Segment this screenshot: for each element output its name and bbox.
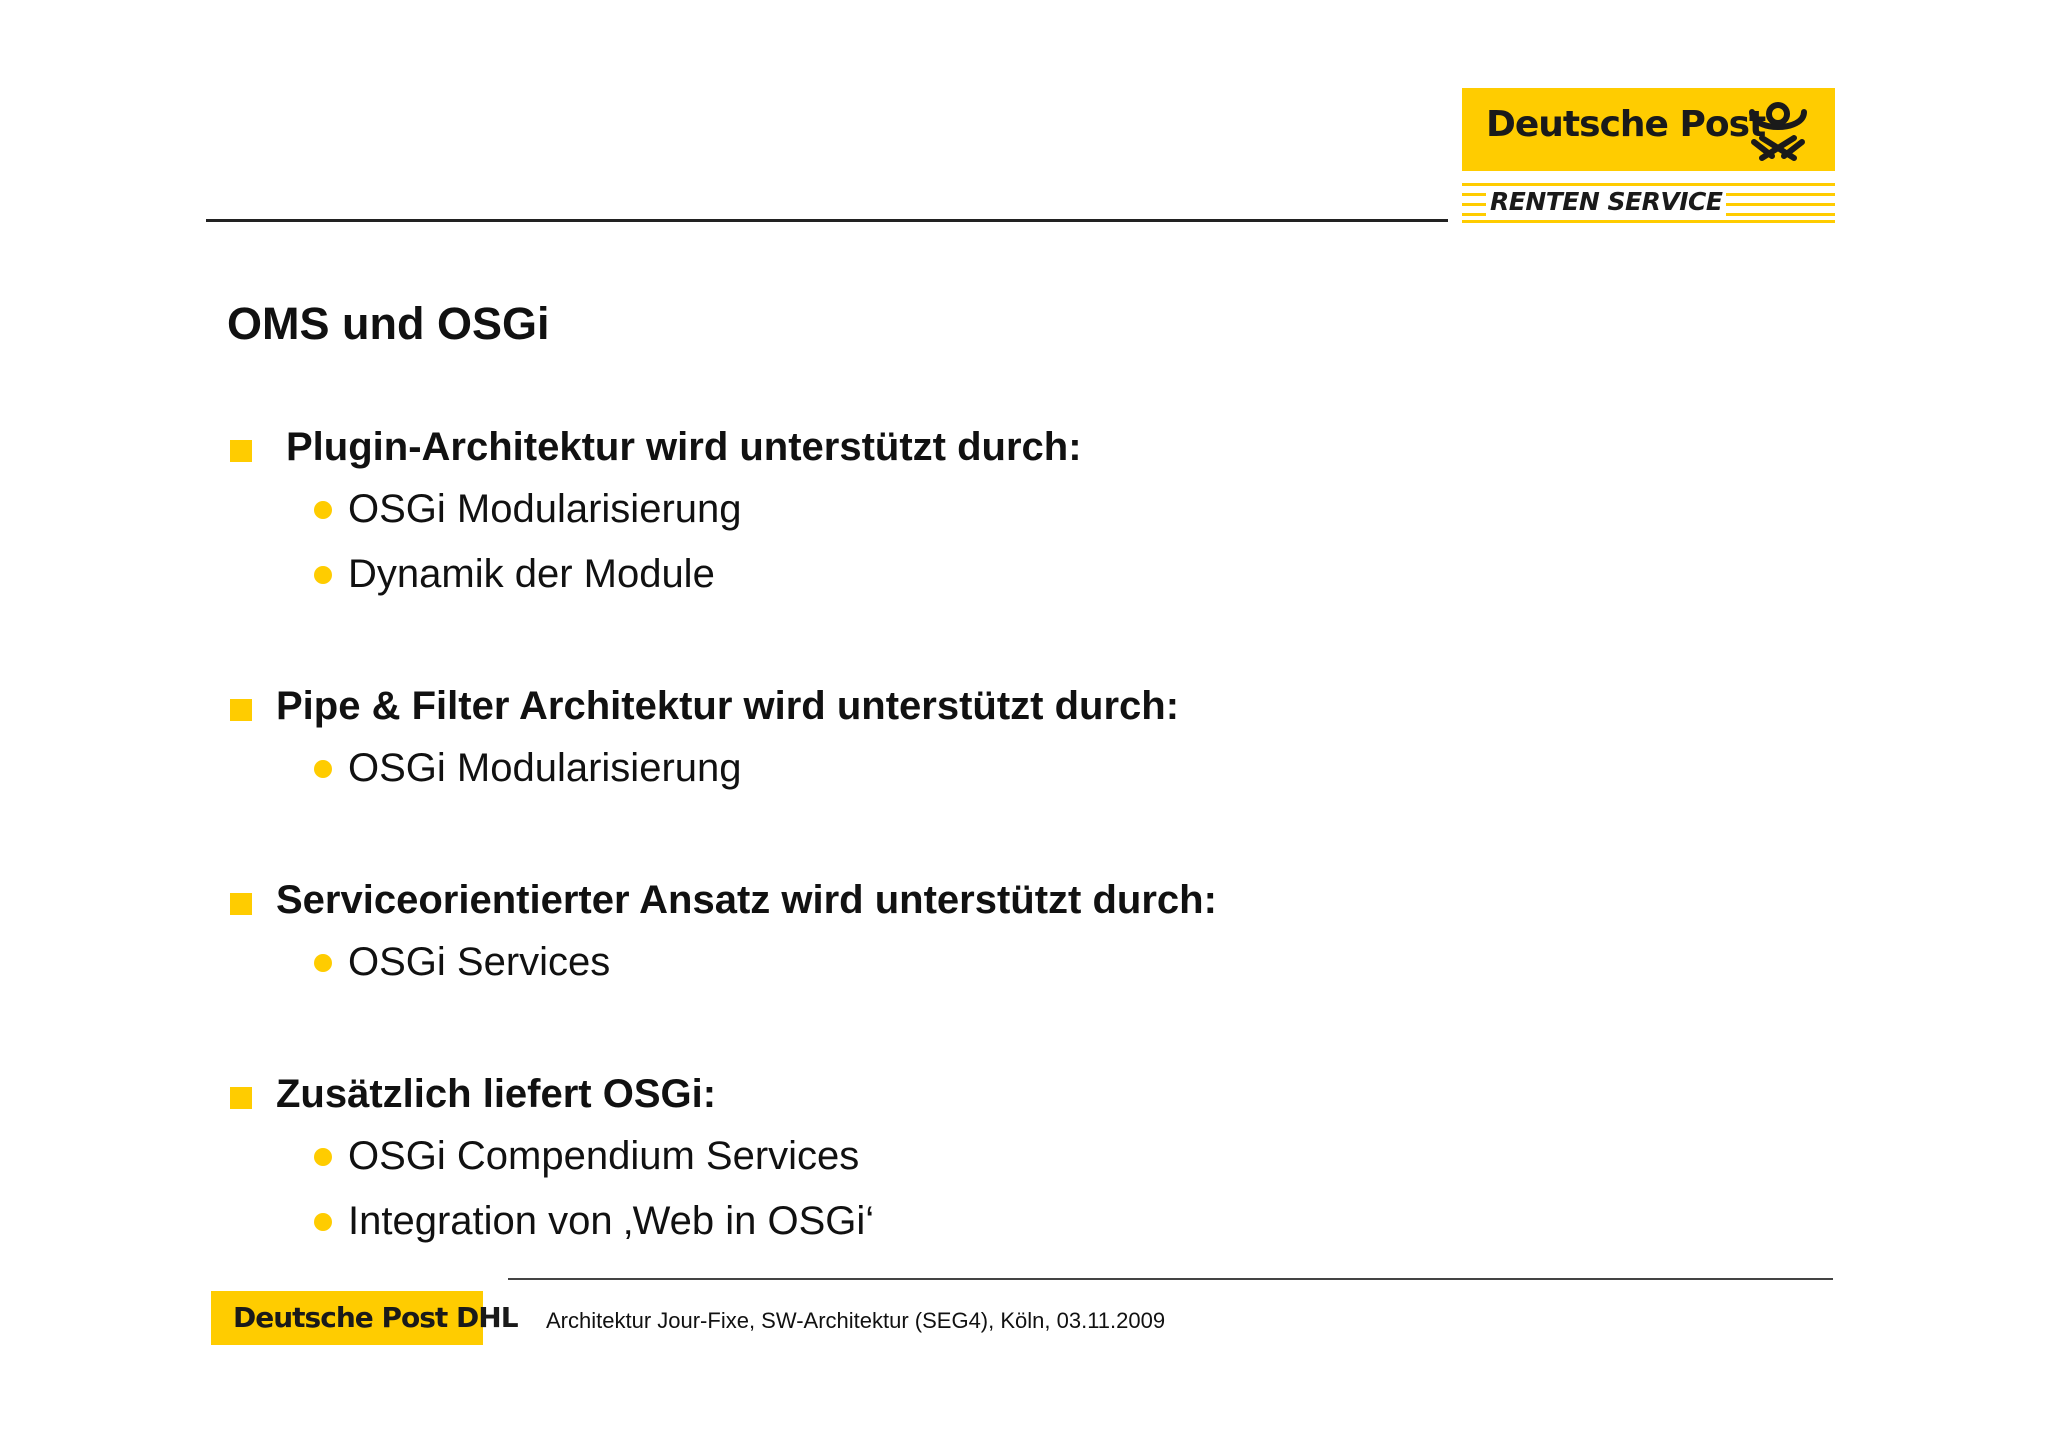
list-item-text: OSGi Modularisierung [348,746,742,790]
dot-bullet-icon [314,1148,332,1166]
header-divider [206,219,1448,222]
footer-logo-text: Deutsche Post DHL [233,1301,518,1334]
posthorn-icon [1742,98,1814,162]
square-bullet-icon [230,893,252,915]
section-title: Zusätzlich liefert OSGi: [276,1072,717,1116]
page-title: OMS und OSGi [227,298,550,349]
section-title: Pipe & Filter Architektur wird unterstützt durch: [276,684,1180,728]
dot-bullet-icon [314,566,332,584]
list-item-text: OSGi Services [348,940,611,984]
square-bullet-icon [230,699,252,721]
footer-divider [508,1278,1833,1280]
square-bullet-icon [230,440,252,462]
dot-bullet-icon [314,1213,332,1231]
dot-bullet-icon [314,501,332,519]
section-title: Plugin-Architektur wird unterstützt durch: [286,425,1082,469]
deutsche-post-dhl-logo [211,1291,518,1345]
dot-bullet-icon [314,760,332,778]
logo-brand-text: Deutsche Post [1486,104,1766,145]
footer-caption: Architektur Jour-Fixe, SW-Architektur (SEG4), Köln, 03.11.2009 [546,1308,1166,1333]
dot-bullet-icon [314,954,332,972]
square-bullet-icon [230,1087,252,1109]
list-item-text: OSGi Modularisierung [348,487,742,531]
list-item-text: Dynamik der Module [348,552,715,596]
renten-service-banner [1462,183,1835,223]
renten-service-label: RENTEN SERVICE [1486,187,1726,216]
list-item-text: Integration von ‚Web in OSGi‘ [348,1199,875,1243]
section-title: Serviceorientierter Ansatz wird unterstützt durch: [276,878,1217,922]
deutsche-post-logo [1462,88,1835,171]
list-item-text: OSGi Compendium Services [348,1134,860,1178]
